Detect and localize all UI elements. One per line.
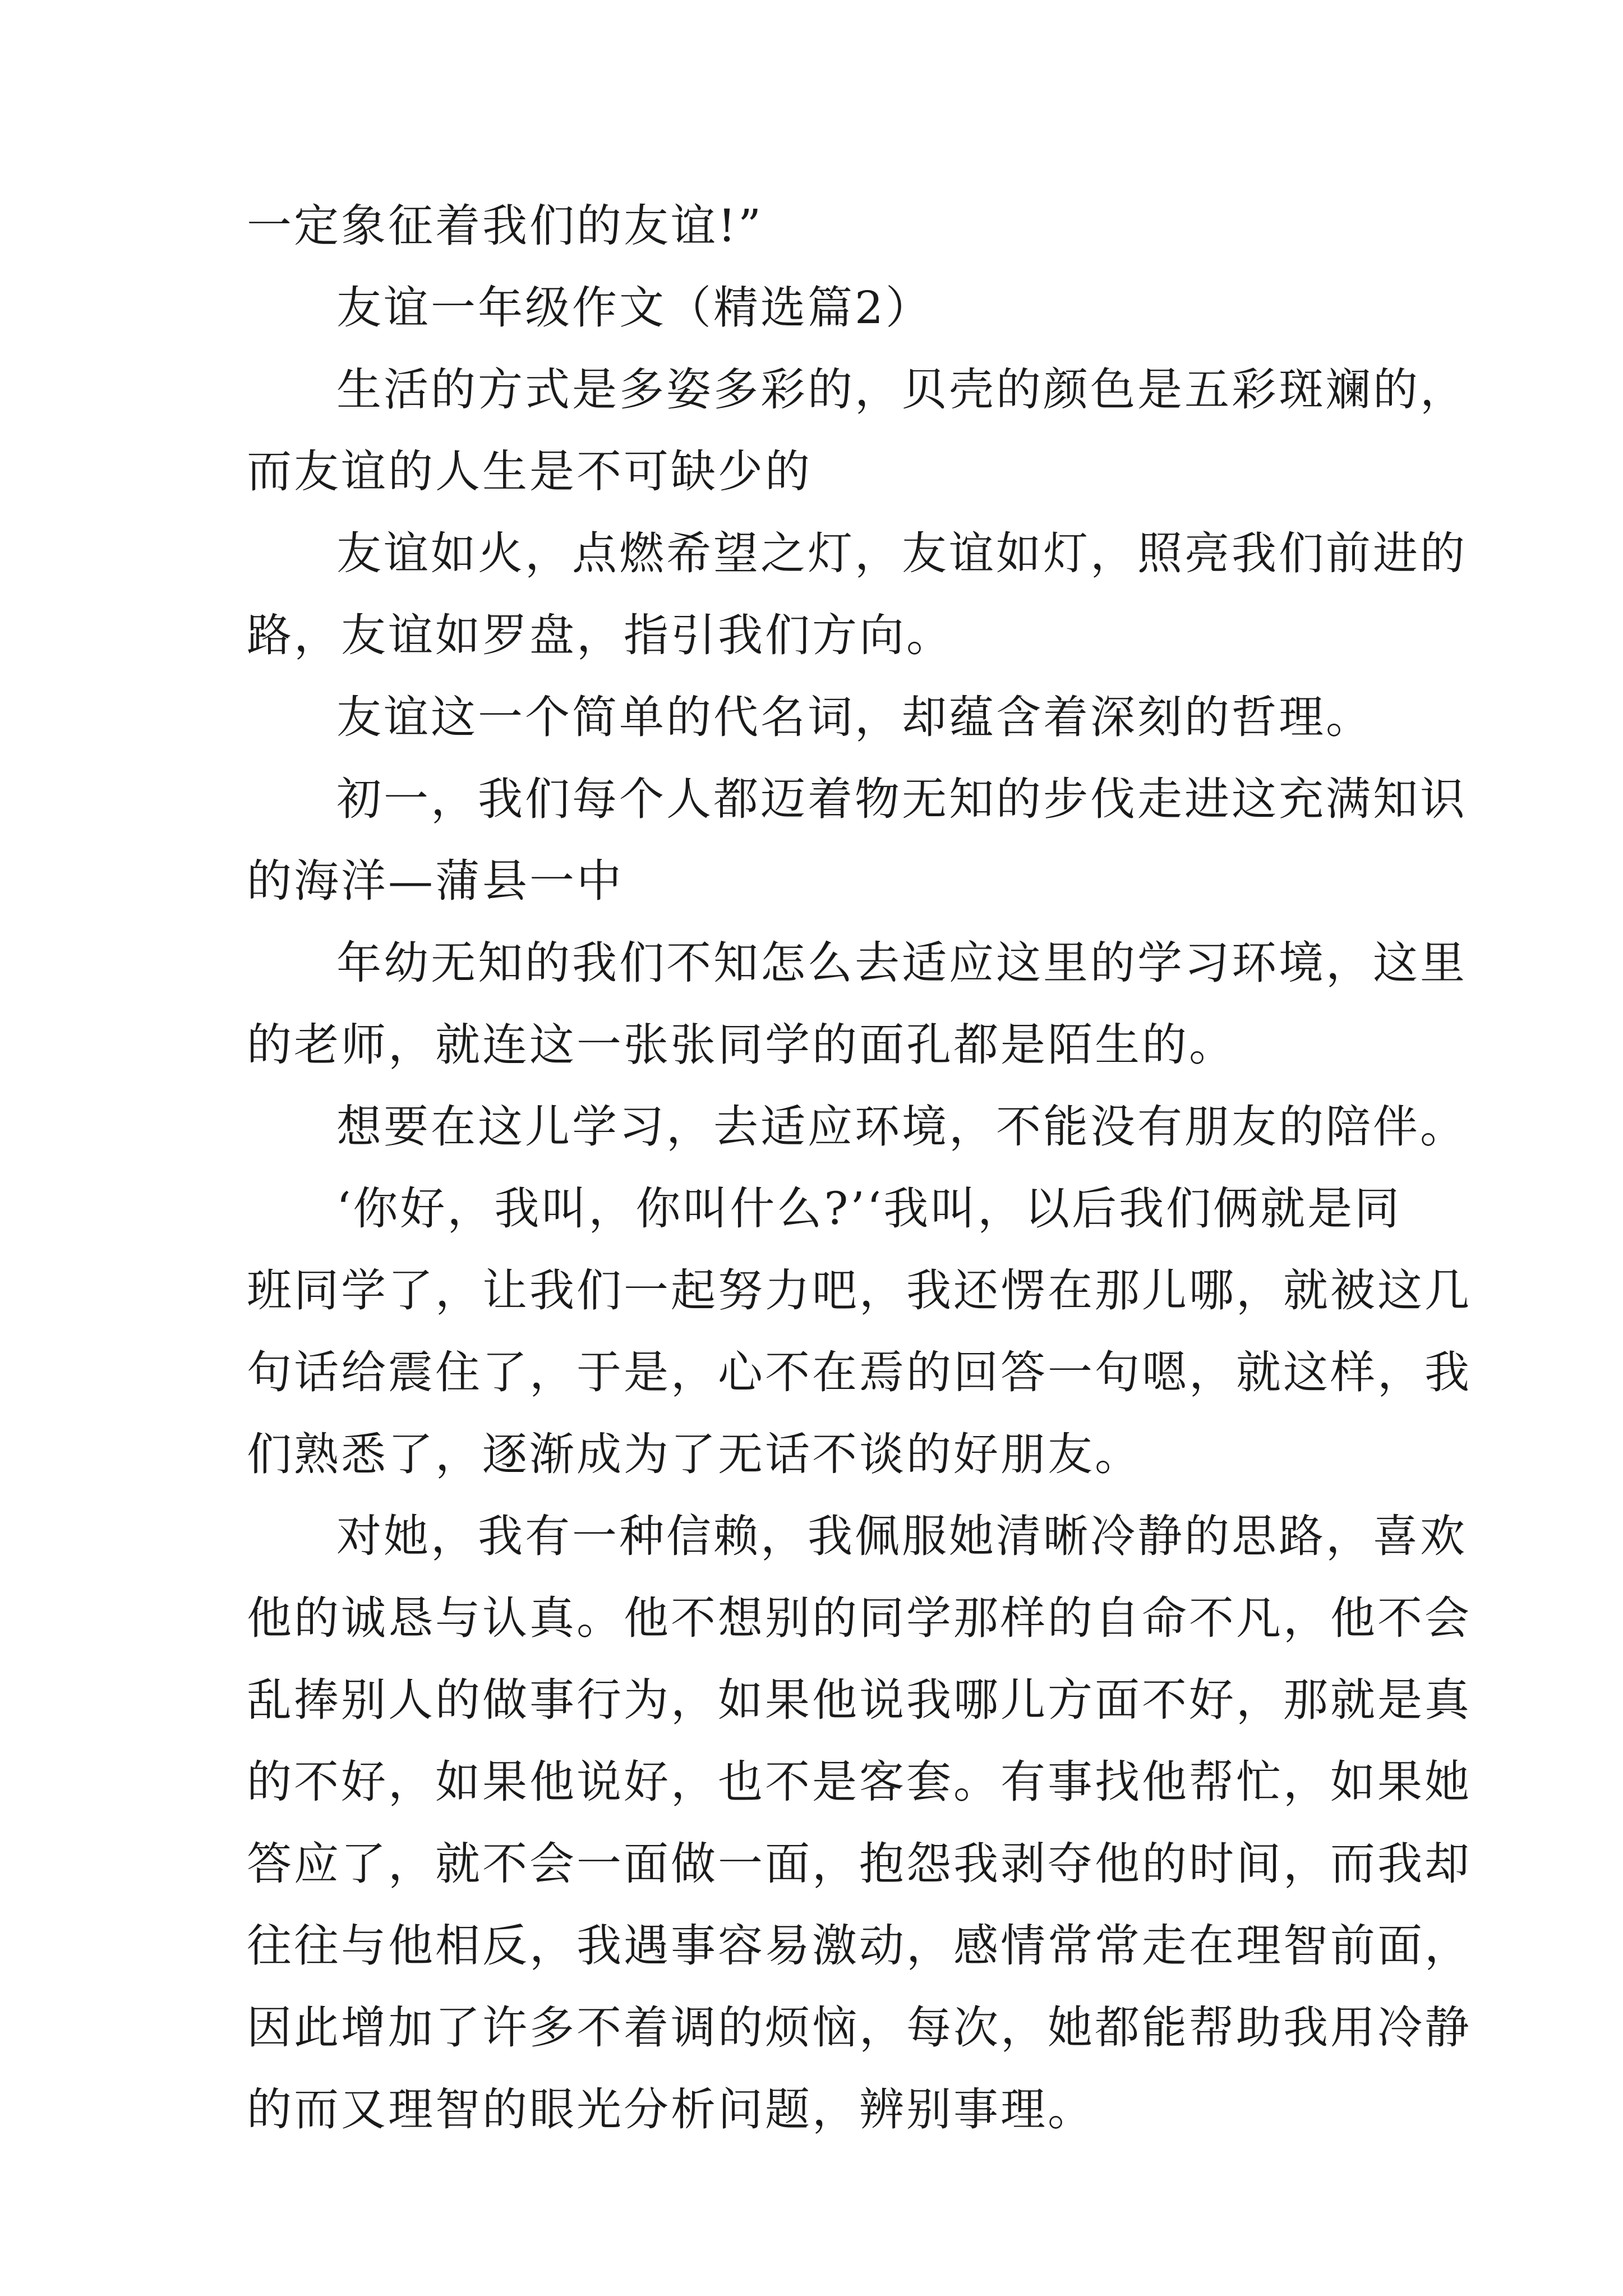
text-line: 往往与他相反，我遇事容易激动，感情常常走在理智前面， [247,1920,1472,1972]
text-line: 们熟悉了，逐渐成为了无话不谈的好朋友。 [247,1428,1142,1480]
article-body [247,185,1472,2151]
text-line: 一定象征着我们的友谊!” [247,200,764,252]
text-line: 友谊如火，点燃希望之灯，友谊如灯，照亮我们前进的 [336,527,1467,579]
text-line: 答应了，就不会一面做一面，抱怨我剥夺他的时间，而我却 [247,1838,1472,1890]
text-line: 句话给震住了，于是，心不在焉的回答一句嗯，就这样，我 [247,1346,1472,1398]
text-line: 因此增加了许多不着调的烦恼，每次，她都能帮助我用冷静 [247,2001,1472,2054]
text-line: 的不好，如果他说好，也不是客套。有事找他帮忙，如果她 [247,1756,1472,1808]
text-line: 的海洋—蒲县一中 [247,855,624,907]
text-line: 对她，我有一种信赖，我佩服她清晰冷静的思路，喜欢 [336,1510,1467,1562]
text-line: 年幼无知的我们不知怎么去适应这里的学习环境，这里 [336,937,1467,989]
text-line: 初一，我们每个人都迈着物无知的步伐走进这充满知识 [336,773,1467,825]
text-line: 班同学了，让我们一起努力吧，我还愣在那儿哪，就被这几 [247,1264,1472,1317]
text-line: 的而又理智的眼光分析问题，辨别事理。 [247,2083,1095,2136]
text-line: 友谊这一个简单的代名词，却蕴含着深刻的哲理。 [336,691,1373,743]
text-line: 路，友谊如罗盘，指引我们方向。 [247,609,953,661]
section-heading: 友谊一年级作文（精选篇2） [336,282,933,334]
text-line: 的老师，就连这一张张同学的面孔都是陌生的。 [247,1019,1236,1071]
text-line: 乱捧别人的做事行为，如果他说我哪儿方面不好，那就是真 [247,1674,1472,1726]
text-line: ‘你好，我叫，你叫什么?’‘我叫，以后我们俩就是同 [336,1182,1402,1235]
text-line: 他的诚恳与认真。他不想别的同学那样的自命不凡，他不会 [247,1592,1472,1644]
text-line: 而友谊的人生是不可缺少的 [247,445,812,498]
text-line: 生活的方式是多姿多彩的，贝壳的颜色是五彩斑斓的， [336,364,1467,416]
text-line: 想要在这儿学习，去适应环境，不能没有朋友的陪伴。 [336,1101,1467,1153]
